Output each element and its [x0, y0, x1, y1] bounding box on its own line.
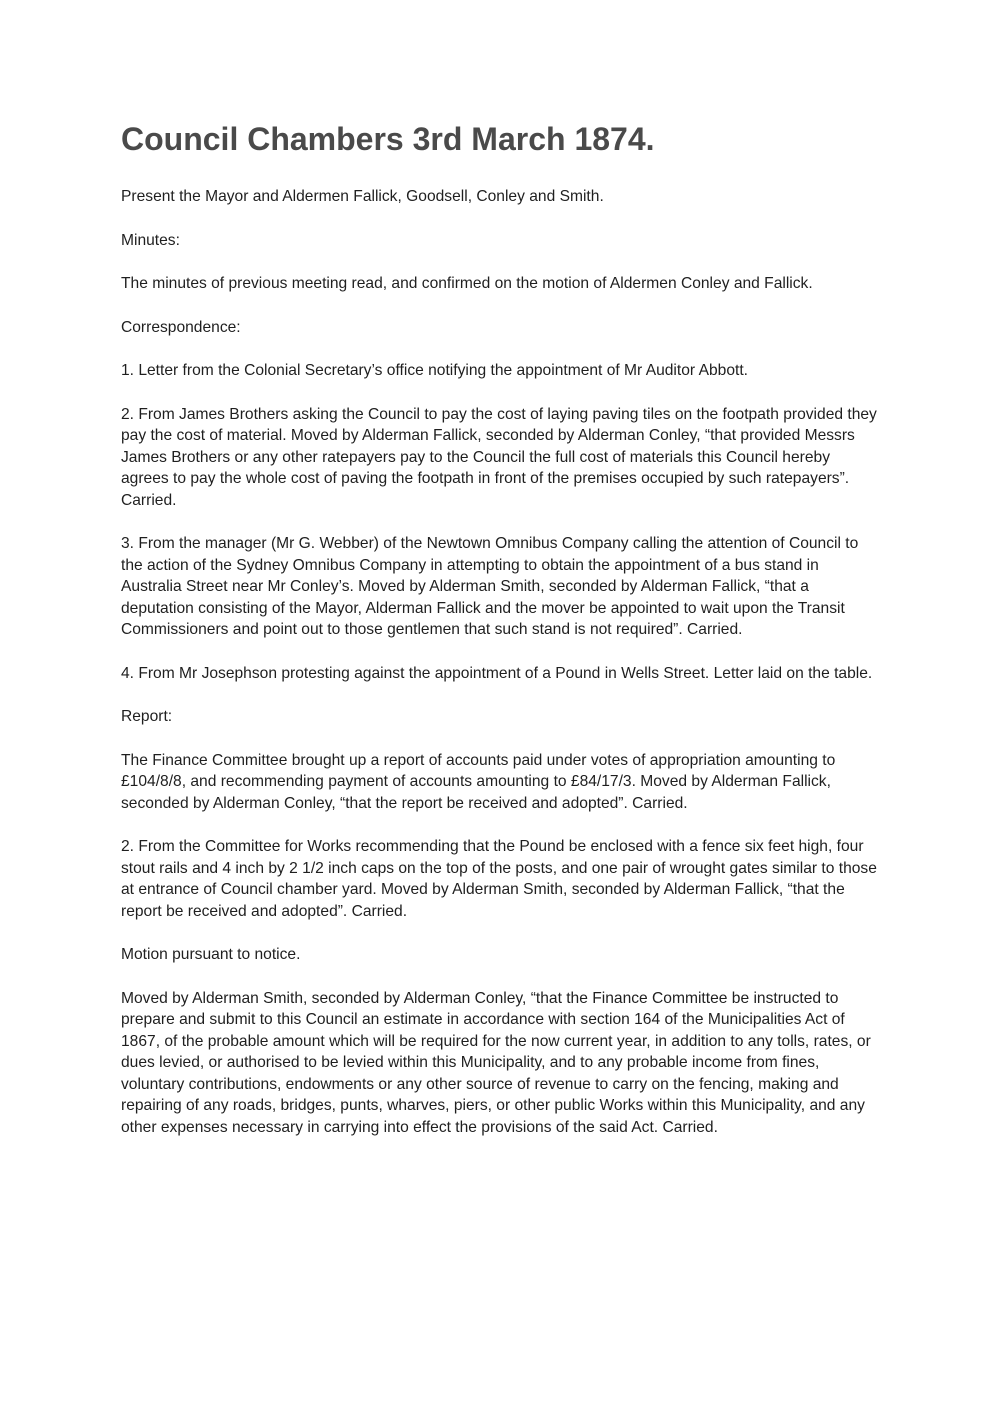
spacer: [121, 160, 881, 186]
spacer: [121, 208, 881, 230]
spacer: [121, 511, 881, 533]
correspondence-item-1: 1. Letter from the Colonial Secretary’s office notifying the appointment of Mr Auditor Abbott.: [121, 362, 748, 379]
spacer: [121, 338, 881, 360]
spacer: [121, 922, 881, 944]
correspondence-item-4: 4. From Mr Josephson protesting against the appointment of a Pound in Wells Street. Letter laid on the table.: [121, 664, 873, 682]
spacer: [121, 382, 881, 404]
section-heading-minutes: Minutes:: [121, 231, 180, 249]
attendance-paragraph: Present the Mayor and Aldermen Fallick, Goodsell, Conley and Smith.: [121, 188, 604, 205]
document-page: [121, 118, 881, 1138]
spacer: [121, 684, 881, 706]
section-heading-correspondence: Correspondence:: [121, 318, 241, 336]
spacer: [121, 295, 881, 317]
page-title: Council Chambers 3rd March 1874.: [121, 121, 655, 157]
spacer: [121, 814, 881, 836]
minutes-paragraph: The minutes of previous meeting read, and confirmed on the motion of Aldermen Conley and Fallick.: [121, 275, 813, 292]
report-item-finance: The Finance Committee brought up a report of accounts paid under votes of appropriation amounting to £104/8/8, and recommending payment of accounts amounting to £84/17/3. Moved by Alderman Fallick, seconded by Alderman Conley, “that the report be received and adopted”. Carried.: [121, 751, 836, 812]
spacer: [121, 966, 881, 988]
spacer: [121, 641, 881, 663]
correspondence-item-3: 3. From the manager (Mr G. Webber) of the Newtown Omnibus Company calling the attention of Council to the action of the Sydney Omnibus Company in attempting to obtain the appointment of a bus stand in Australia Street near Mr Conley’s. Moved by Alderman Smith, seconded by Alderman Fallick, “that a deputation consisting of the Mayor, Alderman Fallick and the mover be appointed to wait upon the Transit Commissioners and point out to those gentlemen that such stand is not required”. Carried.: [121, 535, 859, 638]
section-heading-report: Report:: [121, 708, 173, 725]
report-item-works: 2. From the Committee for Works recommending that the Pound be enclosed with a fence six feet high, four stout rails and 4 inch by 2 1/2 inch caps on the top of the posts, and one pair of wrought gates similar to those at entrance of Council chamber yard. Moved by Alderman Smith, seconded by Alderman Fallick, “that the report be received and adopted”. Carried.: [121, 838, 877, 920]
motion-paragraph: Moved by Alderman Smith, seconded by Alderman Conley, “that the Finance Committee be instructed to prepare and submit to this Council an estimate in accordance with section 164 of the Municipalities Act of 1867, of the probable amount which will be required for the now current year, in addition to any tolls, rates, or dues levied, or authorised to be levied within this Municipality, and to any probable income from fines, voluntary contributions, endowments or any other source of revenue to carry on the fencing, making and repairing of any roads, bridges, punts, wharves, piers, or other public Works within this Municipality, and any other expenses necessary in carrying into effect the provisions of the said Act. Carried.: [121, 989, 871, 1136]
correspondence-item-2: 2. From James Brothers asking the Council to pay the cost of laying paving tiles on the footpath provided they pay the cost of material. Moved by Alderman Fallick, seconded by Alderman Conley, “that provided Messrs James Brothers or any other ratepayers pay to the Council the full cost of materials this Council hereby agrees to pay the whole cost of paving the footpath in front of the premises occupied by such ratepayers”. Carried.: [121, 405, 877, 509]
spacer: [121, 728, 881, 750]
spacer: [121, 251, 881, 273]
section-heading-motion: Motion pursuant to notice.: [121, 946, 301, 963]
